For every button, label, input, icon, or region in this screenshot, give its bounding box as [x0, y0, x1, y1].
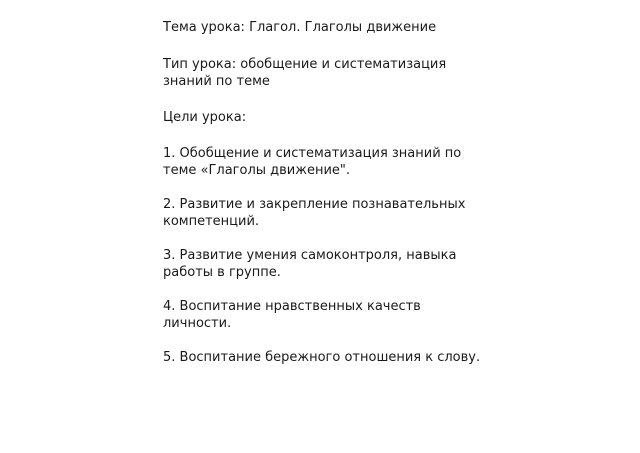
lesson-topic: Тема урока: Глагол. Глаголы движение: [163, 20, 437, 35]
goals-heading: Цели урока:: [163, 110, 247, 125]
goal-item-5: 5. Воспитание бережного отношения к слову.: [163, 350, 481, 365]
goal-item-3: 3. Развитие умения самоконтроля, навыка работы в группе.: [163, 248, 457, 280]
goal-item-1: 1. Обобщение и систематизация знаний по теме «Глаголы движение".: [163, 146, 462, 178]
goal-item-4: 4. Воспитание нравственных качеств личности.: [163, 299, 421, 331]
lesson-type: Тип урока: обобщение и систематизация знаний по теме: [163, 57, 447, 89]
goal-item-2: 2. Развитие и закрепление познавательных компетенций.: [163, 197, 466, 229]
lesson-document: [163, 19, 493, 366]
